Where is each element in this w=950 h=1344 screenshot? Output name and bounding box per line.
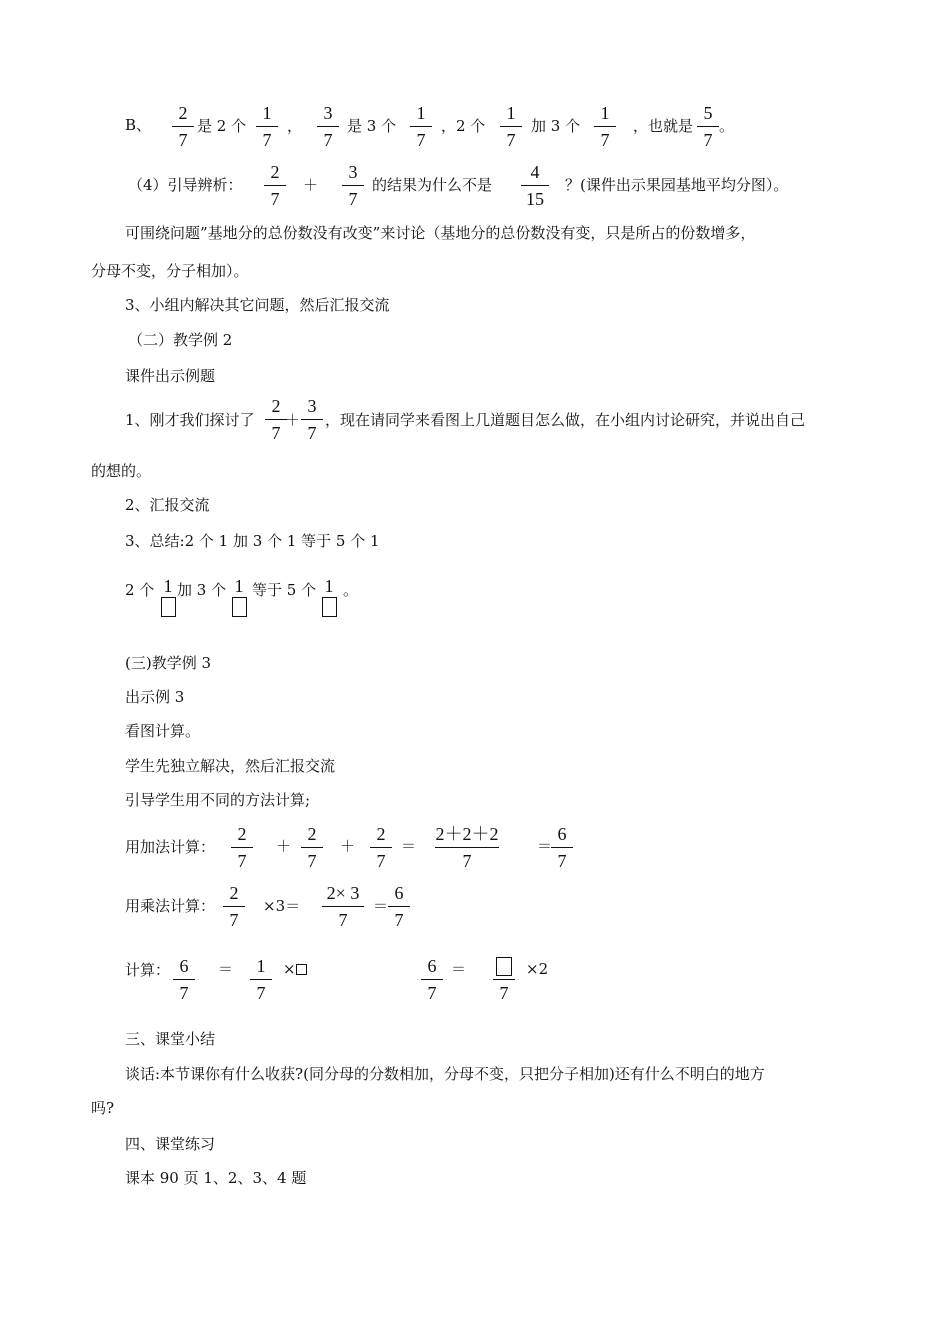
fraction: 6 7: [173, 957, 195, 1003]
equals-sign: ＝: [401, 837, 417, 855]
text-line: 看图计算。: [125, 722, 201, 740]
text-line: 3、总结:2 个 1 加 3 个 1 等于 5 个 1: [125, 532, 380, 550]
fraction: 3 7: [301, 397, 323, 443]
fraction: 2 7: [231, 825, 253, 871]
text-line: 学生先独立解决，然后汇报交流: [125, 757, 336, 775]
blank-box: [161, 597, 176, 617]
text-span: 的结果为什么不是: [372, 176, 493, 194]
blank-box: [296, 964, 307, 975]
text-span: 。: [343, 581, 359, 599]
equals-sign: ＝: [373, 897, 389, 915]
fraction-blank: 7: [493, 957, 515, 1003]
paragraph-line: 可围绕问题”基地分的总份数没有改变”来讨论（基地分的总份数没有变，只是所占的份数增多，: [125, 224, 756, 242]
blank-box: [232, 597, 247, 617]
section-title: （二）教学例 2: [128, 331, 233, 349]
fraction: 2 7: [264, 163, 286, 209]
equals-sign: ＝: [537, 837, 553, 855]
plus-sign: ＋: [340, 837, 356, 855]
plus-sign: ＋: [285, 411, 301, 429]
fraction: 2 7: [301, 825, 323, 871]
text-span: ，现在请同学来看图上几道题目怎么做，在小组内讨论研究，并说出自己: [325, 411, 806, 429]
fraction: 2 7: [172, 104, 194, 150]
equals-sign: ＝: [218, 960, 234, 978]
text-line: 的想的。: [91, 462, 152, 480]
fraction: 6 7: [388, 884, 410, 930]
times-sign: ×2: [526, 960, 549, 978]
line-b-label: B、: [125, 116, 152, 134]
fraction: 2 7: [223, 884, 245, 930]
fraction: 5 7: [697, 104, 719, 150]
text-line: 出示例 3: [125, 688, 185, 706]
times-sign: ×: [283, 960, 296, 978]
fraction: 2 7: [370, 825, 392, 871]
text-span: 用加法计算：: [125, 838, 216, 856]
equals-sign: ＝: [451, 960, 467, 978]
fraction: 1 7: [594, 104, 616, 150]
fraction: 2× 3 7: [322, 884, 364, 930]
fraction-blank: 1: [157, 577, 179, 620]
fraction: 4 15: [521, 163, 549, 209]
text-span: [283, 962, 307, 977]
section-title: 四、课堂练习: [125, 1135, 216, 1153]
text-span: 加 3 个: [531, 117, 581, 135]
text-span: ×3＝: [263, 897, 301, 915]
text-line: 引导学生用不同的方法计算;: [125, 791, 311, 809]
paragraph-line: 吗?: [91, 1099, 115, 1117]
text-span: 。: [719, 117, 735, 135]
text-span: ，: [287, 117, 303, 135]
step-text: 3、小组内解决其它问题，然后汇报交流: [125, 296, 390, 314]
fraction: 2 7: [265, 397, 287, 443]
text-span: ，2 个: [441, 117, 486, 135]
text-line: 课件出示例题: [125, 367, 216, 385]
fraction: 1 7: [410, 104, 432, 150]
text-span: 用乘法计算：: [125, 897, 216, 915]
guide-label: （4）引导辨析：: [128, 176, 243, 194]
paragraph-line: 分母不变，分子相加）。: [91, 262, 249, 280]
text-span: 是 2 个: [197, 117, 247, 135]
plus-sign: ＋: [303, 176, 319, 194]
fraction: 2＋2＋2 7: [435, 824, 499, 871]
fraction: 3 7: [317, 104, 339, 150]
text-line: 2、汇报交流: [125, 496, 210, 514]
fraction: 1 7: [256, 104, 278, 150]
text-span: 计算：: [125, 961, 171, 979]
text-span: ，也就是: [633, 117, 694, 135]
blank-box: [322, 597, 337, 617]
text-line: 课本 90 页 1、2、3、4 题: [125, 1169, 307, 1187]
fraction: 6 7: [421, 957, 443, 1003]
fraction: 1 7: [500, 104, 522, 150]
text-span: 1、刚才我们探讨了: [125, 411, 255, 429]
fraction: 6 7: [551, 825, 573, 871]
fraction-blank: 1: [318, 577, 340, 620]
text-span: ？(课件出示果园基地平均分图）。: [565, 176, 789, 194]
paragraph-line: 谈话:本节课你有什么收获?(同分母的分数相加，分母不变，只把分子相加)还有什么不明白的地方: [125, 1065, 765, 1083]
fraction: 3 7: [342, 163, 364, 209]
blank-box: [496, 957, 512, 976]
plus-sign: ＋: [276, 837, 292, 855]
text-span: 2 个: [125, 581, 155, 599]
section-title: 三、课堂小结: [125, 1030, 216, 1048]
fraction-blank: 1: [228, 577, 250, 620]
text-span: 加 3 个: [177, 581, 227, 599]
text-span: 是 3 个: [347, 117, 397, 135]
text-span: 等于 5 个: [252, 581, 317, 599]
fraction: 1 7: [250, 957, 272, 1003]
section-title: (三)教学例 3: [125, 654, 212, 672]
